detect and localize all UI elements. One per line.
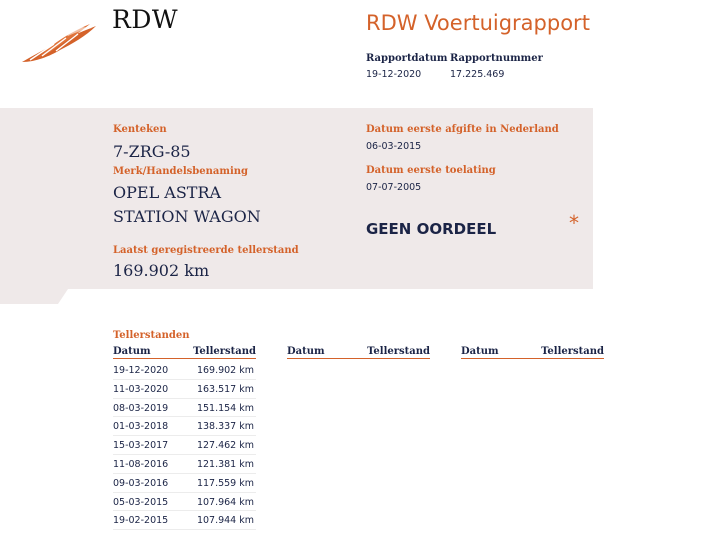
make-line-2: STATION WAGON (113, 207, 261, 226)
row-reading: 138.337 km (196, 421, 254, 433)
odometer-table-header-3 (461, 346, 604, 359)
table-row (113, 474, 256, 493)
table-row (113, 455, 256, 474)
table-row (113, 493, 256, 512)
table-row (113, 511, 256, 530)
plate-number: 7-ZRG-85 (113, 142, 191, 161)
odometer-table-header (113, 346, 256, 359)
row-date: 11-03-2020 (113, 383, 169, 395)
row-reading: 107.944 km (196, 515, 254, 527)
first-admission-date: 07-07-2005 (366, 182, 422, 193)
row-date: 19-12-2020 (113, 365, 169, 376)
row-date: 05-03-2015 (113, 496, 169, 508)
report-number-label: Rapportnummer (450, 53, 543, 64)
first-admission-label: Datum eerste toelating (366, 165, 496, 176)
column-reading-header: Tellerstand (367, 346, 430, 357)
table-row (113, 361, 256, 380)
odometer-value: 169.902 km (113, 261, 210, 280)
table-row (113, 417, 256, 436)
report-date: 19-12-2020 (366, 69, 422, 80)
row-reading: 163.517 km (196, 383, 254, 395)
vehicle-summary-panel (0, 108, 593, 304)
row-date: 19-02-2015 (113, 515, 169, 527)
report-date-label: Rapportdatum (366, 53, 448, 64)
verdict: GEEN OORDEEL (366, 220, 497, 238)
row-reading: 117.559 km (196, 477, 254, 489)
column-reading-header: Tellerstand (193, 346, 256, 357)
row-date: 15-03-2017 (113, 440, 169, 452)
row-date: 11-08-2016 (113, 458, 169, 470)
row-reading: 127.462 km (196, 440, 254, 452)
row-reading: 121.381 km (196, 458, 254, 470)
table-row (113, 436, 256, 455)
row-reading: 169.902 km (196, 365, 254, 376)
row-date: 08-03-2019 (113, 402, 169, 414)
report-number: 17.225.469 (450, 69, 505, 80)
odometer-section-title: Tellerstanden (113, 330, 190, 341)
column-date-header: Datum (113, 346, 151, 357)
odometer-table-body (113, 361, 256, 530)
table-row (113, 380, 256, 399)
first-nl-label: Datum eerste afgifte in Nederland (366, 124, 559, 135)
make-line-1: OPEL ASTRA (113, 183, 222, 202)
row-reading: 151.154 km (196, 402, 254, 414)
plate-label: Kenteken (113, 124, 167, 135)
make-label: Merk/Handelsbenaming (113, 166, 249, 177)
odometer-table-header-2 (287, 346, 430, 359)
column-reading-header: Tellerstand (541, 346, 604, 357)
row-reading: 107.964 km (196, 496, 254, 508)
footnote-asterisk: * (569, 211, 579, 235)
rdw-feather-logo-icon (20, 22, 100, 64)
row-date: 09-03-2016 (113, 477, 169, 489)
table-row (113, 399, 256, 418)
brand-name: RDW (112, 5, 179, 34)
row-date: 01-03-2018 (113, 421, 169, 433)
report-title: RDW Voertuigrapport (366, 11, 590, 35)
first-nl-date: 06-03-2015 (366, 141, 422, 152)
column-date-header: Datum (287, 346, 325, 357)
column-date-header: Datum (461, 346, 499, 357)
odometer-label: Laatst geregistreerde tellerstand (113, 245, 299, 256)
